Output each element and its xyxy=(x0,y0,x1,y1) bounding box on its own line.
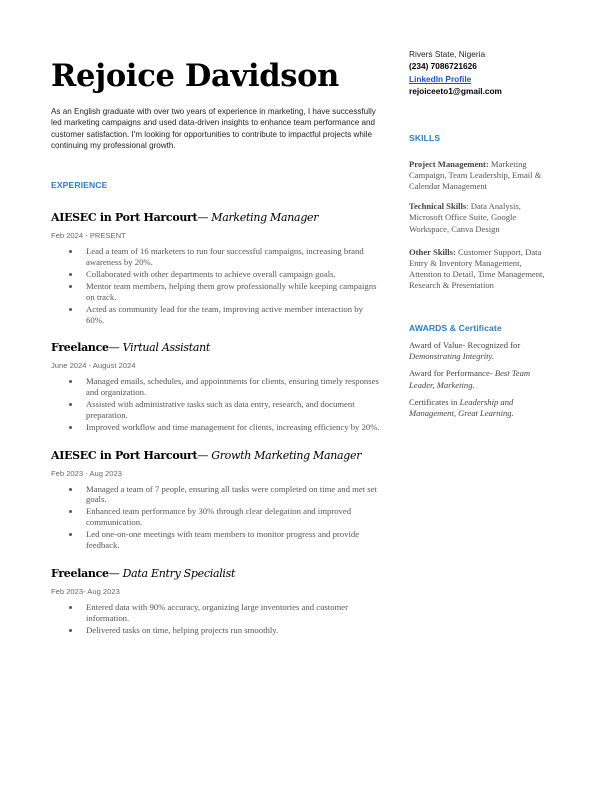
job-bullets xyxy=(51,376,381,432)
job-organization: Freelance xyxy=(51,341,109,355)
award-text: Certificates in xyxy=(409,396,460,407)
skill-group-text: : Data Analysis, Microsoft Office Suite, Google Workspace, Canva Design xyxy=(409,201,521,234)
bullet-item: Acted as community lead for the team, improving active member interaction by 60%. xyxy=(86,304,381,326)
skills-heading: SKILLS xyxy=(409,132,441,143)
skill-group-label: Other Skills: xyxy=(409,246,456,257)
job-title xyxy=(51,449,381,463)
award-item xyxy=(409,397,554,420)
bullet-item: Improved workflow and time management for clients, increasing efficiency by 20%. xyxy=(86,421,380,432)
bullet-item: Mentor team members, helping them grow professionally while keeping campaigns on track. xyxy=(86,281,381,303)
experience-heading: EXPERIENCE xyxy=(51,180,108,191)
linkedin-link[interactable]: LinkedIn Profile xyxy=(409,73,472,84)
job-organization: AIESEC in Port Harcourt xyxy=(51,211,198,225)
job-dates: Feb 2023- Aug 2023 xyxy=(51,586,120,596)
award-detail: Demonstrating Integrity. xyxy=(409,350,494,361)
job-title xyxy=(51,341,381,355)
job-separator: — xyxy=(197,211,212,225)
contact-location: Rivers State, Nigeria xyxy=(409,49,486,59)
bullet-item: Lead a team of 16 marketers to run four successful campaigns, increasing brand awareness by 20%. xyxy=(86,246,381,268)
skill-group xyxy=(409,159,554,193)
job-separator: — xyxy=(108,566,123,580)
bullet-item: Led one-on-one meetings with team members to monitor progress and provide feedback. xyxy=(86,529,381,551)
skill-group-label: Technical Skills xyxy=(409,201,467,212)
skill-group xyxy=(409,247,554,292)
job-separator: — xyxy=(197,448,212,462)
job-bullets xyxy=(51,246,381,325)
bullet-item: Assisted with administrative tasks such as data entry, research, and document preparation. xyxy=(86,399,381,421)
contact-phone: (234) 7086721626 xyxy=(409,61,477,72)
job-dates: June 2024 - August 2024 xyxy=(51,361,136,371)
bullet-item: Managed a team of 7 people, ensuring all tasks were completed on time and met set goals. xyxy=(86,484,381,506)
bullet-item: Collaborated with other departments to achieve overall campaign goals. xyxy=(86,269,381,280)
award-text: Award of Value- Recognized for xyxy=(409,339,521,350)
job-bullets xyxy=(51,484,381,551)
profile-summary: As an English graduate with over two years of experience in marketing, I have successfully led marketing campaigns and used data-driven insights to enhance team performance and customer satisfaction. I'm looking for opportunities to contribute to impactful projects while continuing my professional growth. xyxy=(51,107,376,150)
job-dates: Feb 2024 - PRESENT xyxy=(51,231,126,241)
sidebar-column xyxy=(409,48,554,419)
award-item xyxy=(409,340,554,363)
main-column xyxy=(51,52,381,637)
job-role: Virtual Assistant xyxy=(122,341,211,355)
award-detail: Best Team Leader, Marketing. xyxy=(409,368,531,390)
contact-email: rejoiceeto1@gmail.com xyxy=(409,86,502,97)
job-title xyxy=(51,211,381,225)
job-separator: — xyxy=(108,341,123,355)
skill-group-text: Customer Support, Data Entry & Inventory Management, Attention to Detail, Time Management, Research & Presentation xyxy=(409,246,545,291)
job-role: Growth Marketing Manager xyxy=(211,448,362,462)
job-bullets xyxy=(51,602,381,636)
job-role: Data Entry Specialist xyxy=(122,566,236,580)
skill-group-text: Marketing Campaign, Team Leadership, Email & Calendar Management xyxy=(409,158,542,192)
bullet-item: Delivered tasks on time, helping projects run smoothly. xyxy=(86,625,381,636)
skill-group xyxy=(409,201,554,235)
job-title xyxy=(51,567,381,581)
award-detail: Leadership and Management, Great Learning. xyxy=(409,396,514,419)
skill-group-label: Project Management: xyxy=(409,158,489,169)
job-organization: Freelance xyxy=(51,566,109,580)
contact-block xyxy=(409,48,554,98)
job-role: Marketing Manager xyxy=(211,211,319,225)
job-entry xyxy=(51,341,381,432)
job-dates: Feb 2023 - Aug 2023 xyxy=(51,468,122,478)
bullet-item: Enhanced team performance by 30% through clear delegation and improved communication. xyxy=(86,506,381,528)
award-item xyxy=(409,368,554,391)
job-entry xyxy=(51,449,381,551)
job-entry xyxy=(51,211,381,325)
awards-heading: AWARDS & Certificate xyxy=(409,322,502,333)
job-entry xyxy=(51,567,381,636)
bullet-item: Managed emails, schedules, and appointments for clients, ensuring timely responses and organization. xyxy=(86,376,381,398)
job-organization: AIESEC in Port Harcourt xyxy=(51,448,198,462)
award-text: Award for Performance- xyxy=(409,368,495,379)
candidate-name: Rejoice Davidson xyxy=(51,58,340,94)
bullet-item: Entered data with 90% accuracy, organizing large inventories and customer information. xyxy=(86,602,381,624)
